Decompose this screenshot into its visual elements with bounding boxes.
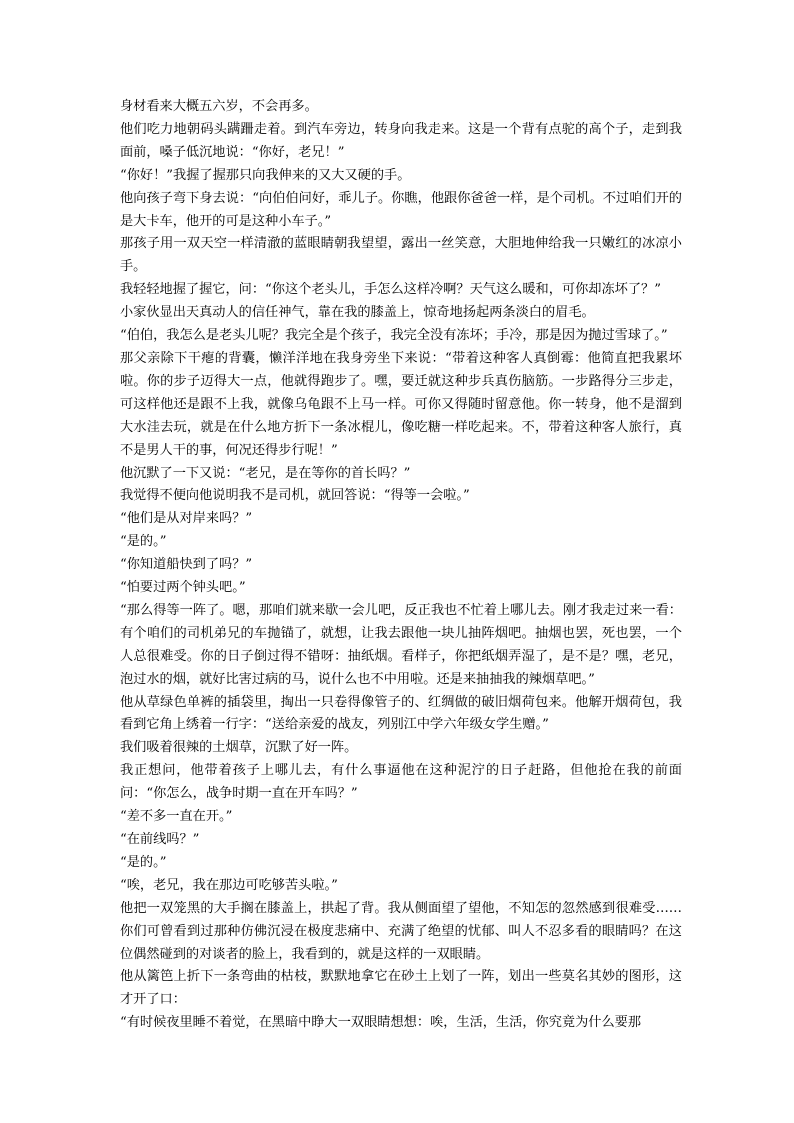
paragraph-9: 那父亲除下干瘪的背囊，懒洋洋地在我身旁坐下来说：“带着这种客人真倒霉：他简直把我累坏啦。你的步子迈得大一点，他就得跑步了。嘿，要迁就这种步兵真伤脑筋。一步路得分三步走，可这样他还是跟不上我，就像乌龟跟不上马一样。可你又得随时留意他。你一转身，他不是溜到大水洼去玩，就是在什么地方折下一条冰棍儿，像吃糖一样吃起来。不，带着这种客人旅行，真不是男人干的事，何况还得步行呢！” xyxy=(120,350,682,458)
paragraph-10: 他沉默了一下又说：“老兄，是在等你的首长吗？” xyxy=(120,465,411,481)
document-page xyxy=(120,96,682,1035)
paragraph-2: 他们吃力地朝码头蹒跚走着。到汽车旁边，转身向我走来。这是一个背有点驼的高个子，走到我面前，嗓子低沉地说：“你好，老兄！” xyxy=(120,121,682,160)
paragraph-3: “你好！”我握了握那只向我伸来的又大又硬的手。 xyxy=(120,167,411,183)
paragraph-25: 他从篱笆上折下一条弯曲的枯枝，默默地拿它在砂土上划了一阵，划出一些莫名其妙的图形，这才开了口： xyxy=(120,969,682,1008)
paragraph-11: 我觉得不便向他说明我不是司机，就回答说：“得等一会啦。” xyxy=(120,488,470,504)
paragraph-23: “唉，老兄，我在那边可吃够苦头啦。” xyxy=(120,877,338,893)
paragraph-16: “那么得等一阵了。嗯，那咱们就来歇一会儿吧，反正我也不忙着上哪儿去。刚才我走过来一看：有个咱们的司机弟兄的车抛锚了，就想，让我去跟他一块儿抽阵烟吧。抽烟也罢，死也罢，一个人总很难受。你的日子倒过得不错呀：抽纸烟。看样子，你把纸烟弄湿了，是不是？嘿，老兄，泡过水的烟，就好比害过病的马，说什么也不中用啦。还是来抽抽我的辣烟草吧。” xyxy=(120,602,682,687)
paragraph-15: “怕要过两个钟头吧。” xyxy=(120,580,246,596)
paragraph-13: “是的。” xyxy=(120,534,167,550)
paragraph-8: “伯伯，我怎么是老头儿呢？我完全是个孩子，我完全没有冻坏；手冷，那是因为抛过雪球了。” xyxy=(120,328,668,344)
paragraph-18: 我们吸着很辣的土烟草，沉默了好一阵。 xyxy=(120,740,358,756)
paragraph-5: 那孩子用一双天空一样清澈的蓝眼睛朝我望望，露出一丝笑意，大胆地伸给我一只嫩红的冰凉小手。 xyxy=(120,236,682,275)
paragraph-24: 他把一双笼黑的大手搁在膝盖上，拱起了背。我从侧面望了望他，不知怎的忽然感到很难受……你们可曾看到过那种仿佛沉浸在极度悲痛中、充满了绝望的忧郁、叫人不忍多看的眼睛吗？在这位偶然碰到的对谈者的脸上，我看到的，就是这样的一双眼睛。 xyxy=(120,900,682,962)
paragraph-6: 我轻轻地握了握它，问：“你这个老头儿，手怎么这样冷啊？天气这么暖和，可你却冻坏了？” xyxy=(120,282,661,298)
paragraph-14: “你知道船快到了吗？” xyxy=(120,557,253,573)
paragraph-1: 身材看来大概五六岁，不会再多。 xyxy=(120,99,318,114)
paragraph-7: 小家伙显出天真动人的信任神气，靠在我的膝盖上，惊奇地扬起两条淡白的眉毛。 xyxy=(120,305,595,321)
paragraph-26: “有时候夜里睡不着觉，在黑暗中睁大一双眼睛想想：唉，生活，生活，你究竟为什么要那 xyxy=(120,1015,642,1031)
paragraph-21: “在前线吗？” xyxy=(120,832,200,847)
paragraph-17: 他从草绿色单裤的插袋里，掏出一只卷得像管子的、红绸做的破旧烟荷包来。他解开烟荷包，我看到它角上绣着一行字：“送给亲爱的战友，列别江中学六年级女学生赠。” xyxy=(120,694,682,733)
paragraph-4: 他向孩子弯下身去说：“向伯伯问好，乖儿子。你瞧，他跟你爸爸一样，是个司机。不过咱们开的是大卡车，他开的可是这种小车子。” xyxy=(120,190,682,229)
paragraph-12: “他们是从对岸来吗？” xyxy=(120,511,253,527)
paragraph-19: 我正想问，他带着孩子上哪儿去，有什么事逼他在这种泥泞的日子赶路，但他抢在我的前面问：“你怎么，战争时期一直在开车吗？” xyxy=(120,763,682,802)
paragraph-20: “差不多一直在开。” xyxy=(120,809,233,825)
paragraph-22: “是的。” xyxy=(120,854,167,870)
